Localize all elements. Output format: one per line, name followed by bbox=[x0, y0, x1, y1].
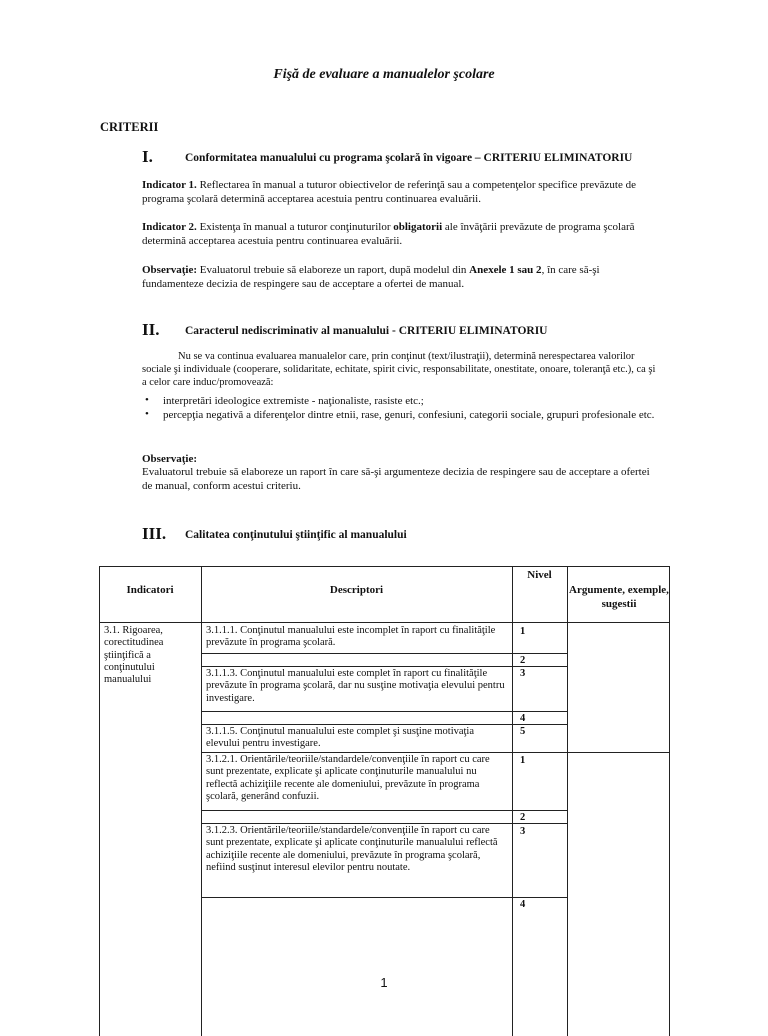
indicator-1-text: Reflectarea în manual a tuturor obiectivelor de referinţă sau a competenţelor specifice prevăzute de programa şcolară determină acceptarea acestuia pentru continuarea evaluării. bbox=[142, 179, 636, 205]
bullet-dot: • bbox=[145, 408, 149, 420]
table-border bbox=[201, 566, 202, 1036]
section-2-obs-text: Evaluatorul trebuie să elaboreze un raport în care să-şi argumenteze decizia de respingere sau de acceptare a ofertei de manual, conform acestui criteriu. bbox=[142, 466, 650, 492]
table-border bbox=[567, 566, 568, 1036]
descriptor-3-1-1-5: 3.1.1.5. Conţinutul manualului este complet şi susţine motivaţia elevului pentru investigare. bbox=[206, 726, 475, 750]
table-border bbox=[201, 810, 568, 811]
section-1-number: I. bbox=[142, 147, 153, 166]
indicator-1-paragraph bbox=[142, 179, 662, 206]
level-value: 3 bbox=[520, 826, 526, 837]
indicator-1-label: Indicator 1. bbox=[142, 179, 197, 191]
section-2-intro: Nu se va continua evaluarea manualelor care, prin conţinut (text/ilustraţii), determină nerespectarea valorilor sociale şi individuale (cooperare, solidaritate, echitate, spirit civic, responsabilitate, onestitate, onoare, toleranţă etc.), ca şi a celor care induc/promovează: bbox=[142, 351, 656, 388]
indicator-2-text-b: ale învăţării prevăzute de programa şcolară determină acceptarea acestuia pentru continuarea evaluării. bbox=[142, 221, 635, 247]
descriptor-3-1-1-1: 3.1.1.1. Conţinutul manualului este incomplet în raport cu finalităţile prevăzute în programa şcolară. bbox=[206, 625, 496, 649]
indicator-2-paragraph bbox=[142, 221, 662, 248]
section-3-number: III. bbox=[142, 524, 167, 543]
section-1-obs-bold: Anexele 1 sau 2 bbox=[469, 264, 542, 276]
criterii-label: CRITERII bbox=[100, 120, 159, 134]
section-1-observation bbox=[142, 264, 662, 291]
section-1-obs-label: Observaţie: bbox=[142, 264, 197, 276]
indicator-2-label: Indicator 2. bbox=[142, 221, 197, 233]
level-value: 1 bbox=[520, 626, 526, 637]
header-indicatori: Indicatori bbox=[126, 584, 174, 596]
section-1-obs-text-b: , în care să-şi fundamenteze decizia de respingere sau de acceptare a ofertei de manual. bbox=[142, 264, 600, 290]
document-title: Fişă de evaluare a manualelor şcolare bbox=[273, 67, 495, 82]
table-border bbox=[512, 566, 513, 1036]
table-border bbox=[99, 622, 670, 623]
indicator-2-bold: obligatorii bbox=[393, 221, 443, 233]
section-2-title: Caracterul nediscriminativ al manualului - CRITERIU ELIMINATORIU bbox=[185, 325, 548, 337]
table-border bbox=[201, 711, 568, 712]
indicator-2-text-a: Existenţa în manual a tuturor conţinuturilor bbox=[196, 221, 394, 233]
level-value: 1 bbox=[520, 755, 526, 766]
section-1-title: Conformitatea manualului cu programa şcolară în vigoare – CRITERIU ELIMINATORIU bbox=[185, 152, 633, 164]
level-value: 2 bbox=[520, 812, 526, 823]
bullet-item: percepţia negativă a diferenţelor dintre etnii, rase, genuri, confesiuni, categorii sociale, grupuri profesionale etc. bbox=[163, 409, 655, 421]
table-border bbox=[201, 823, 568, 824]
level-value: 4 bbox=[520, 899, 526, 910]
table-border bbox=[99, 566, 100, 1036]
page-number: 1 bbox=[380, 975, 388, 990]
header-argumente: Argumente, exemple, sugestii bbox=[569, 584, 669, 610]
table-border bbox=[201, 666, 568, 667]
table-border bbox=[669, 566, 670, 1036]
level-value: 4 bbox=[520, 713, 526, 724]
section-3-title: Calitatea conţinutului ştiinţific al manualului bbox=[185, 529, 407, 541]
header-descriptori: Descriptori bbox=[329, 584, 384, 596]
descriptor-3-1-2-1: 3.1.2.1. Orientările/teoriile/standardele/convenţiile în raport cu care sunt prezentate, explicate şi aplicate conţinuturile manualului nu reflectă achiziţiile recente ale domeniului, prevăzute în programa şcolară, generând confuzii. bbox=[206, 754, 490, 802]
table-border bbox=[99, 566, 670, 567]
bullet-dot: • bbox=[145, 394, 149, 406]
table-border bbox=[201, 752, 670, 753]
descriptor-3-1-1-3: 3.1.1.3. Conţinutul manualului este complet în raport cu finalităţile prevăzute în programa şcolară, dar nu susţine motivaţia elevului pentru investigare. bbox=[206, 668, 505, 704]
descriptor-3-1-2-3: 3.1.2.3. Orientările/teoriile/standardele/convenţiile în raport cu care sunt prezentate, explicate şi aplicate conţinuturile manualului reflectă achiziţiile recente ale domeniului, prevăzute în programa şcolară, nefiind susţinut interesul elevilor pentru noutate. bbox=[206, 825, 498, 873]
table-border bbox=[201, 653, 568, 654]
section-2-obs-label: Observaţie: bbox=[142, 453, 197, 465]
table-border bbox=[201, 724, 568, 725]
header-nivel: Nivel bbox=[527, 569, 552, 581]
level-value: 5 bbox=[520, 726, 526, 737]
level-value: 2 bbox=[520, 655, 526, 666]
section-2-number: II. bbox=[142, 320, 160, 339]
evaluation-table bbox=[99, 566, 670, 1036]
bullet-item: interpretări ideologice extremiste - naţionaliste, rasiste etc.; bbox=[163, 395, 424, 407]
level-value: 3 bbox=[520, 668, 526, 679]
section-1-obs-text-a: Evaluatorul trebuie să elaboreze un raport, după modelul din bbox=[196, 264, 470, 276]
table-border bbox=[201, 897, 568, 898]
indicator-3-1: 3.1. Rigoarea, corectitudinea ştiinţifică a conţinutului manualului bbox=[104, 625, 164, 686]
